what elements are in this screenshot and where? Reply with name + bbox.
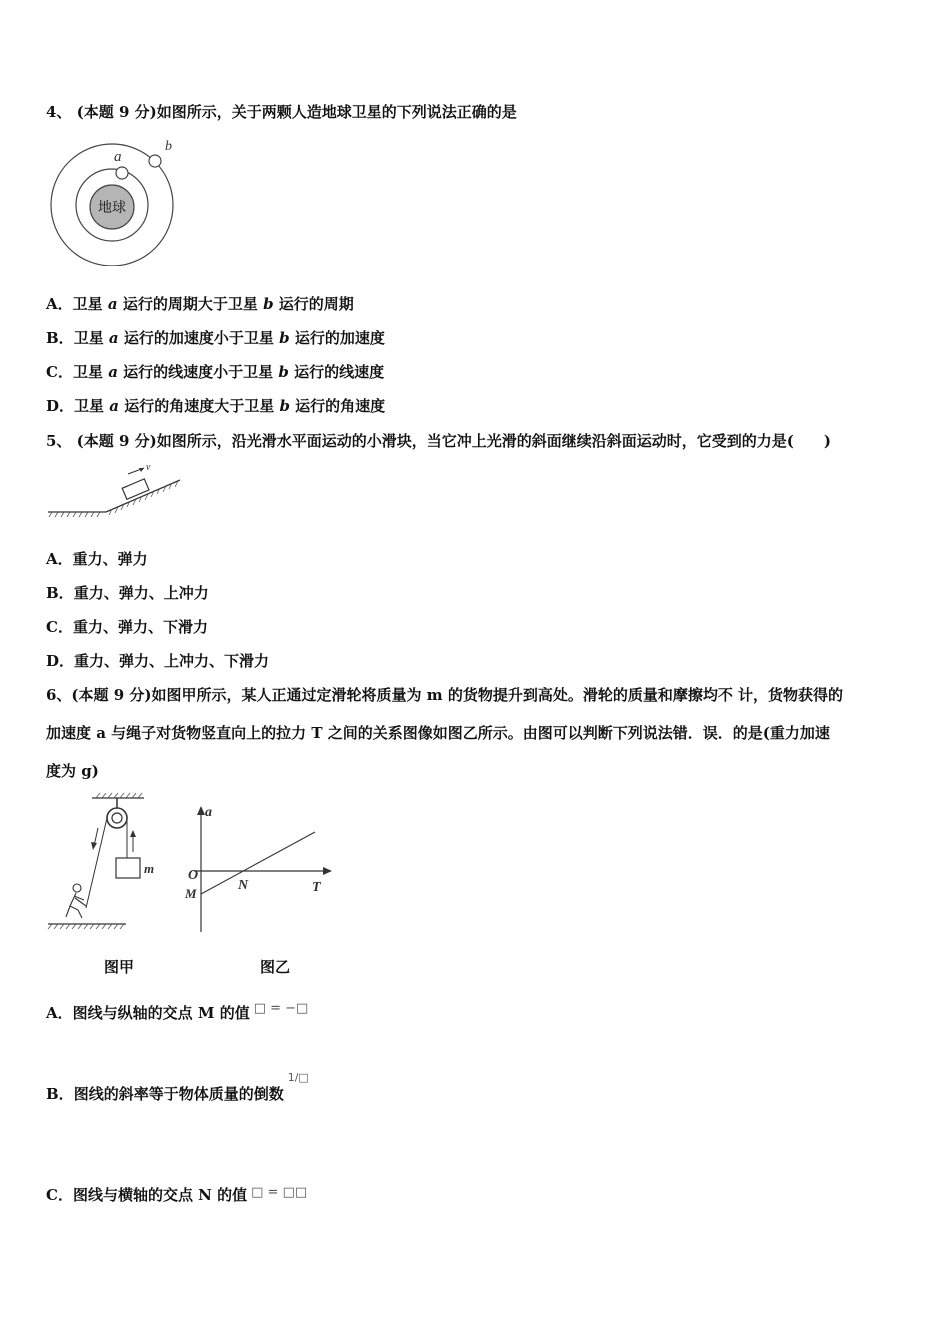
formula-b: 1/□ [287,1071,309,1084]
q5-option-c: C．重力、弹力、下滑力 [46,618,208,636]
q4-option-a: A．卫星 a 运行的周期大于卫星 b 运行的周期 [46,295,354,313]
q6-graph-figure [180,800,340,935]
q4-satellite-figure [48,136,180,266]
axis-label-a: a [205,805,212,820]
satellite-b-label: b [165,139,172,154]
satellite-a-icon [116,167,128,179]
satellite-a-label: a [114,149,122,165]
earth-label: 地球 [98,201,126,216]
q6-stem-line3: 度为 g) [46,762,99,780]
q6-pulley-figure [44,790,164,935]
a-t-graph-line [201,832,315,894]
q6-option-a: A．图线与纵轴的交点 M 的值 □ = −□ [46,1001,309,1022]
q5-stem: 5、 (本题 9 分)如图所示，沿光滑水平面运动的小滑块，当它冲上光滑的斜面继续沿斜面运动时，它受到的力是( ) [46,432,831,450]
formula-a: □ = −□ [253,1001,309,1016]
ceiling-hatching [96,793,142,798]
q4-option-b: B．卫星 a 运行的加速度小于卫星 b 运行的加速度 [46,329,385,347]
satellite-b-icon [149,155,161,167]
q6-stem-line1: 6、(本题 9 分)如图甲所示，某人正通过定滑轮将质量为 m 的货物提升到高处。滑轮的质量和摩擦均不 计，货物获得的 [46,686,844,704]
slider-block [122,479,149,499]
cargo-box [116,858,140,878]
figure-caption-right: 图乙 [260,958,291,976]
q6-stem-line2: 加速度 a 与绳子对货物竖直向上的拉力 T 之间的关系图像如图乙所示。由图可以判断下列说法错．误．的是(重力加速 [46,724,830,742]
q4-stem: 4、 (本题 9 分)如图所示，关于两颗人造地球卫星的下列说法正确的是 [46,103,517,121]
tension-up-arrowhead-icon [130,830,136,837]
intercept-m-label: M [185,886,197,901]
figure-caption-left: 图甲 [104,958,135,976]
cargo-mass-label: m [144,861,155,876]
floor-hatching [48,924,124,929]
formula-c: □ = □□ [251,1185,308,1200]
velocity-label: v [146,462,151,473]
q4-option-c: C．卫星 a 运行的线速度小于卫星 b 运行的线速度 [46,363,385,381]
pull-down-arrowhead-icon [91,842,97,850]
axis-label-t: T [312,880,321,895]
q5-option-d: D．重力、弹力、上冲力、下滑力 [46,652,270,670]
q5-option-a: A．重力、弹力 [46,550,148,568]
y-axis-arrowhead-icon [197,806,205,815]
person-icon [66,884,86,918]
x-axis-arrowhead-icon [323,867,332,875]
rope-left [86,818,107,908]
q5-option-b: B．重力、弹力、上冲力 [46,584,209,602]
q6-option-c: C．图线与横轴的交点 N 的值 □ = □□ [46,1185,308,1204]
q4-option-d: D．卫星 a 运行的角速度大于卫星 b 运行的角速度 [46,397,386,415]
intercept-n-label: N [238,878,249,893]
q6-option-b: B．图线的斜率等于物体质量的倒数$^{1/□}$ [46,1071,309,1103]
pulley-wheel-icon [107,808,127,828]
origin-label: O [188,868,199,883]
q5-slope-figure [44,460,184,520]
